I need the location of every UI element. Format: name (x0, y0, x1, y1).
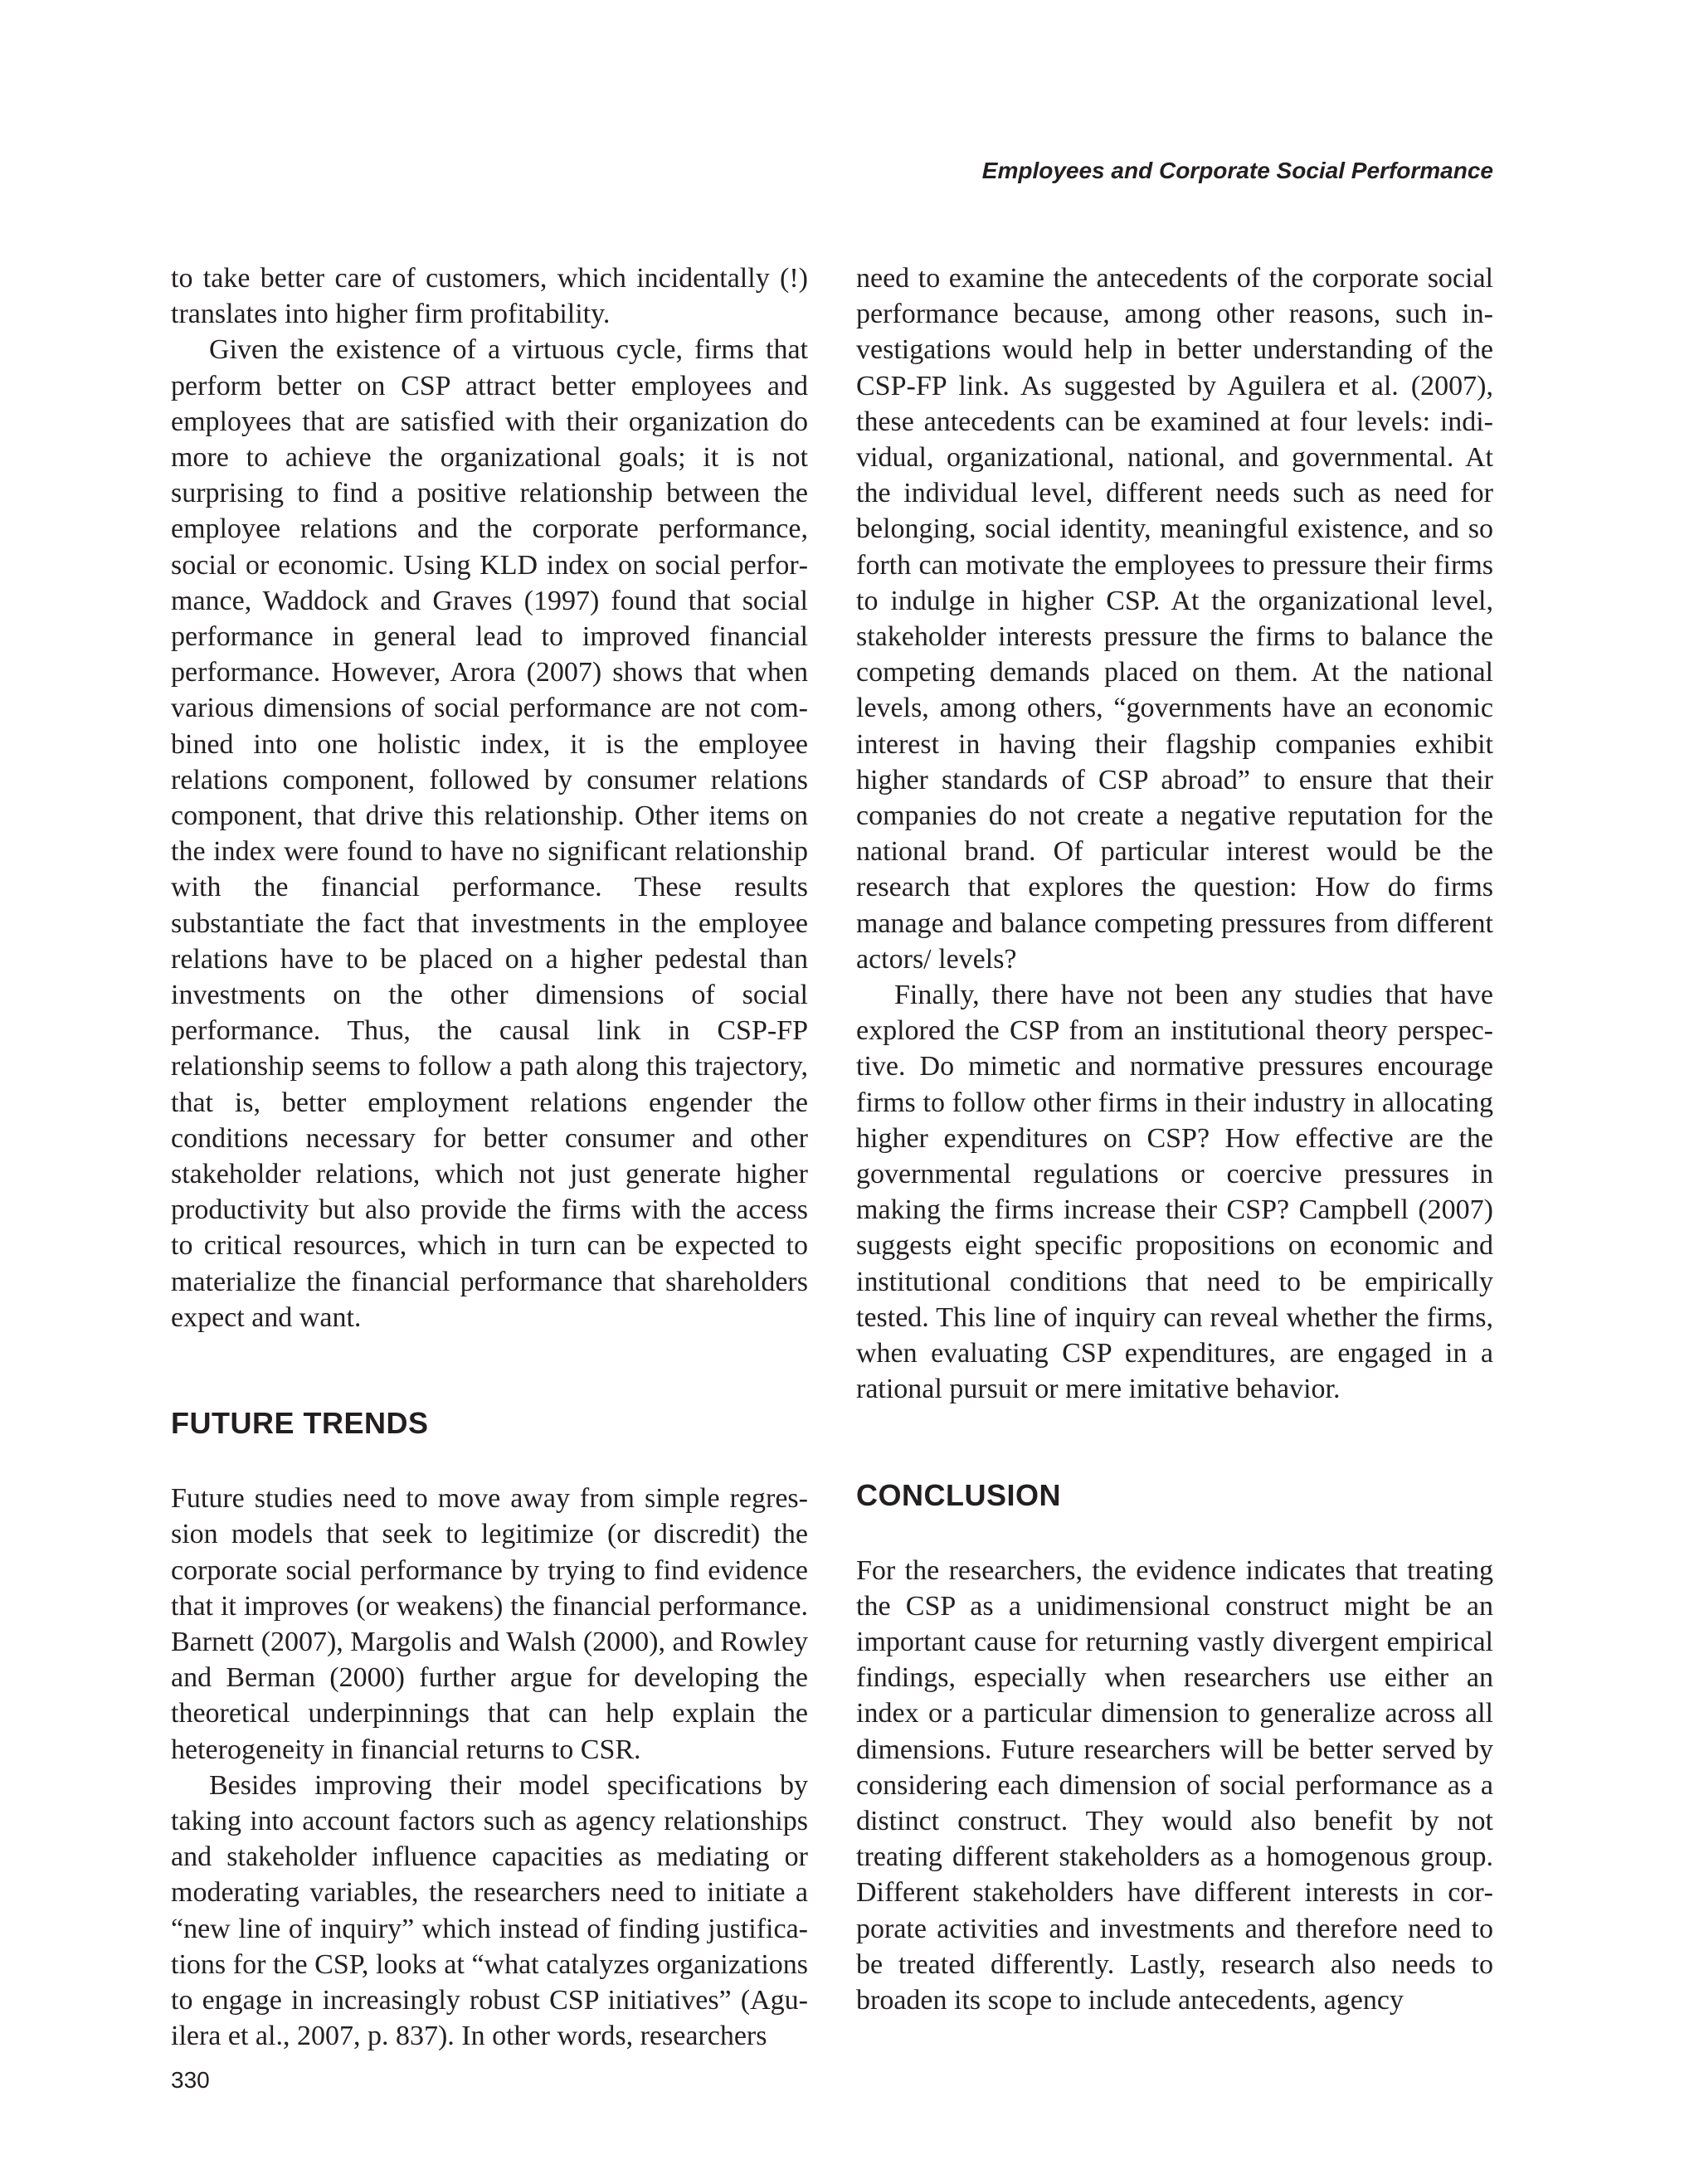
page-number: 330 (171, 2067, 210, 2093)
body-paragraph: Given the existence of a virtuous cycle, firms that perform better on CSP attract better employees and employees that are satisfied with their organization do more to achieve the organizational goals; it is not surprising to find a positive relationship between the employee relations and the corporate performance, social or economic. Using KLD index on social performance, Waddock and Graves (1997) found that social performance in general lead to improved financial performance. However, Arora (2007) shows that when various dimensions of social performance are not combined into one holistic index, it is the employee relations component, followed by consumer relations component, that drive this relationship. Other items on the index were found to have no significant relationship with the financial performance. These results substantiate the fact that investments in the employee relations have to be placed on a higher pedestal than investments on the other dimensions of social performance. Thus, the causal link in CSP-FP relationship seems to follow a path along this trajectory, that is, better employment relations engender the conditions necessary for better consumer and other stakeholder relations, which not just generate higher productivity but also provide the firms with the access to critical resources, which in turn can be expected to materialize the financial performance that shareholders expect and want. (171, 334, 808, 1333)
running-head: Employees and Corporate Social Performance (981, 158, 1493, 183)
body-paragraph: Future studies need to move away from simple regression models that seek to legitimize (or discredit) the corporate social performance by trying to find evidence that it improves (or weakens) the financial performance. Barnett (2007), Margolis and Walsh (2000), and Rowley and Berman (2000) further argue for developing the theoretical underpinnings that can help explain the heterogeneity in financial returns to CSR. (171, 1483, 808, 1765)
body-paragraph: For the researchers, the evidence indicates that treating the CSP as a unidimensional construct might be an important cause for returning vastly divergent empirical findings, especially when researchers use either an index or a particular dimension to generalize across all dimensions. Future researchers will be better served by considering each dimension of social performance as a distinct construct. They would also benefit by not treating different stakeholders as a homogenous group. Different stakeholders have different interests in corporate activities and investments and therefore need to be treated differently. Lastly, research also needs to broaden its scope to include antecedents, agency (856, 1554, 1493, 2016)
body-paragraph: need to examine the antecedents of the corporate social performance because, among other reasons, such investigations would help in better understanding of the CSP-FP link. As suggested by Aguilera et al. (2007), these antecedents can be examined at four levels: individual, organizational, national, and governmental. At the individual level, different needs such as need for belonging, social identity, meaningful existence, and so forth can motivate the employees to pressure their firms to indulge in higher CSP. At the organizational level, stakeholder interests pressure the firms to balance the competing demands placed on them. At the national levels, among others, “governments have an economic interest in having their flagship companies exhibit higher standards of CSP abroad” to ensure that their companies do not create a negative reputation for the national brand. Of particular interest would be the research that explores the question: How do firms manage and balance competing pressures from different actors/ levels? (856, 263, 1493, 975)
left-column (171, 260, 808, 2054)
section-heading-conclusion: CONCLUSION (856, 1477, 1061, 1512)
body-paragraph: Besides improving their model specifications by taking into account factors such as agency relationships and stakeholder influence capacities as mediating or moderating variables, the researchers need to initiate a “new line of inquiry” which instead of finding justifications for the CSP, looks at “what catalyzes organizations to engage in increasingly robust CSP initiatives” (Aguilera et al., 2007, p. 837). In other words, researchers (171, 1769, 808, 2052)
section-heading-future-trends: FUTURE TRENDS (171, 1406, 429, 1441)
body-paragraph: Finally, there have not been any studies that have explored the CSP from an institutional theory perspective. Do mimetic and normative pressures encourage firms to follow other firms in their industry in allocating higher expenditures on CSP? How effective are the governmental regulations or coercive pressures in making the firms increase their CSP? Campbell (2007) suggests eight specific propositions on economic and institutional conditions that need to be empirically tested. This line of inquiry can reveal whether the firms, when evaluating CSP expenditures, are engaged in a rational pursuit or mere imitative behavior. (856, 980, 1493, 1405)
body-paragraph: to take better care of customers, which incidentally (!) translates into higher firm profitability. (171, 263, 808, 330)
right-column (856, 260, 1493, 2018)
